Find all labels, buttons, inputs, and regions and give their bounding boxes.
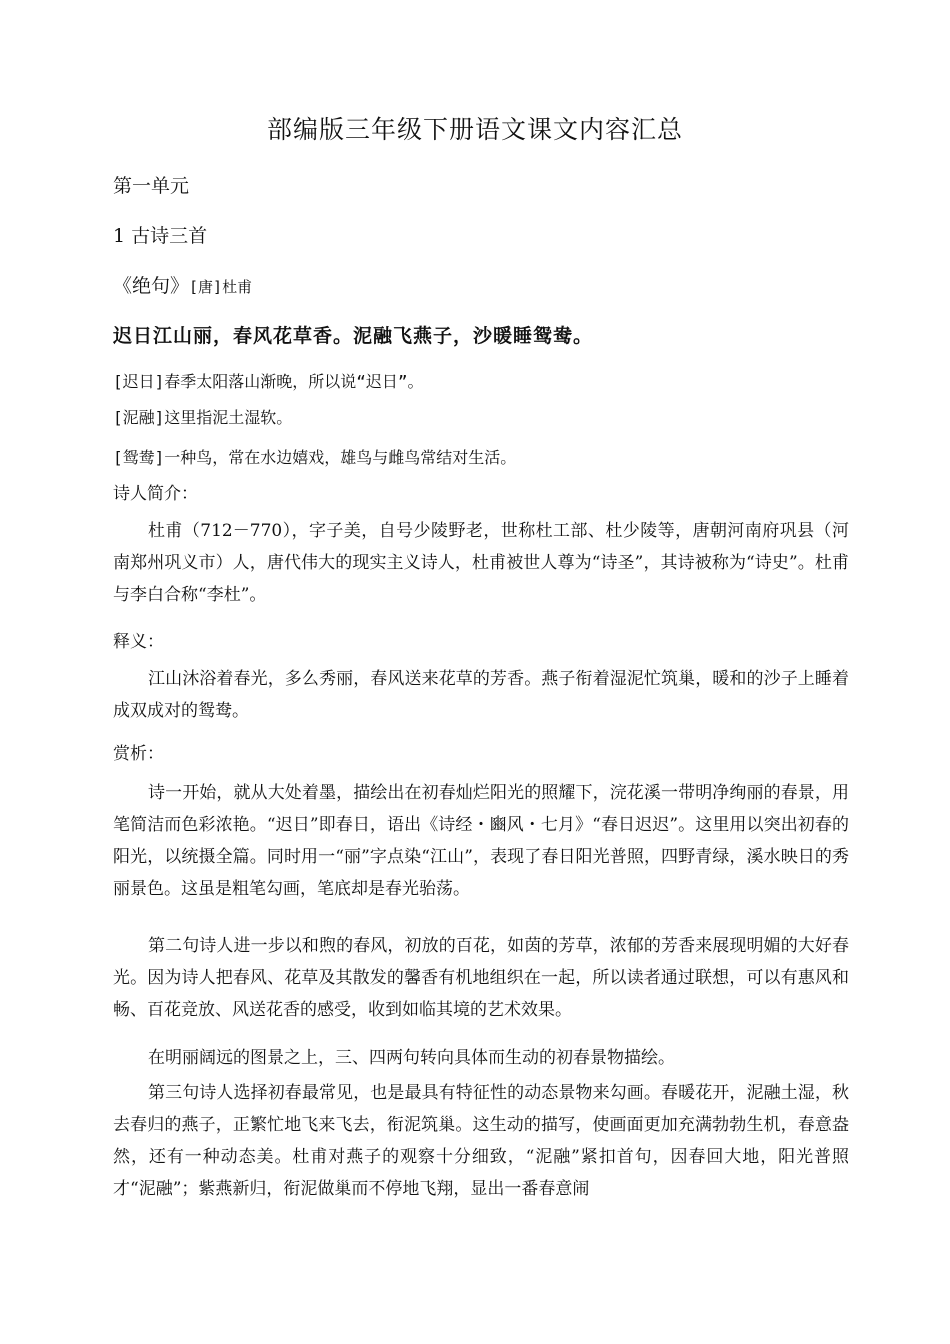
- lesson-heading: 1 古诗三首: [113, 225, 208, 247]
- note-item: [迟日]春季太阳落山渐晚，所以说“迟日”。: [113, 372, 424, 391]
- poet-intro-label: 诗人简介：: [113, 484, 198, 504]
- appreciation-paragraph: 诗一开始，就从大处着墨，描绘出在初春灿烂阳光的照耀下，浣花溪一带明净绚丽的春景，用笔简洁而色彩浓艳。“迟日”即春日，语出《诗经・豳风・七月》“春日迟迟”。这里用以突出初春的阳光，以统摄全篇。同时用一“丽”字点染“江山”，表现了春日阳光普照，四野青绿，溪水映日的秀丽景色。这虽是粗笔勾画，笔底却是春光骀荡。: [113, 783, 849, 899]
- note-item: [泥融]这里指泥土湿软。: [113, 408, 293, 427]
- page-title: 部编版三年级下册语文课文内容汇总: [266, 115, 683, 144]
- poet-intro-paragraph: 杜甫（712－770），字子美，自号少陵野老，世称杜工部、杜少陵等，唐朝河南府巩县（河南郑州巩义市）人，唐代伟大的现实主义诗人，杜甫被世人尊为“诗圣”，其诗被称为“诗史”。杜甫与李白合称“李杜”。: [113, 521, 849, 605]
- meaning-paragraph: 江山沐浴着春光，多么秀丽，春风送来花草的芳香。燕子衔着湿泥忙筑巢，暖和的沙子上睡着成双成对的鸳鸯。: [113, 669, 849, 721]
- meaning-label: 释义：: [113, 632, 164, 652]
- poem-author: [唐]杜甫: [189, 278, 253, 296]
- appreciation-paragraph: 第三句诗人选择初春最常见，也是最具有特征性的动态景物来勾画。春暖花开，泥融土湿，秋去春归的燕子，正繁忙地飞来飞去，衔泥筑巢。这生动的描写，使画面更加充满勃勃生机，春意盎然，还有一种动态美。杜甫对燕子的观察十分细致，“泥融”紧扣首句，因春回大地，阳光普照才“泥融”；紫燕新归，衔泥做巢而不停地飞翔，显出一番春意闹: [113, 1083, 849, 1199]
- poem-name: 《绝句》: [113, 275, 190, 297]
- poem-text: 迟日江山丽，春风花草香。泥融飞燕子，沙暖睡鸳鸯。: [113, 325, 594, 347]
- unit-heading: 第一单元: [113, 175, 190, 197]
- appreciation-paragraph: 第二句诗人进一步以和煦的春风，初放的百花，如茵的芳草，浓郁的芳香来展现明媚的大好春光。因为诗人把春风、花草及其散发的馨香有机地组织在一起，所以读者通过联想，可以有惠风和畅、百花竞放、风送花香的感受，收到如临其境的艺术效果。: [113, 936, 849, 1020]
- appreciation-label: 赏析：: [113, 744, 164, 764]
- poem-header: [113, 274, 252, 299]
- appreciation-paragraph: 在明丽阔远的图景之上，三、四两句转向具体而生动的初春景物描绘。: [148, 1048, 675, 1068]
- note-item: [鸳鸯]一种鸟，常在水边嬉戏，雄鸟与雌鸟常结对生活。: [113, 448, 517, 467]
